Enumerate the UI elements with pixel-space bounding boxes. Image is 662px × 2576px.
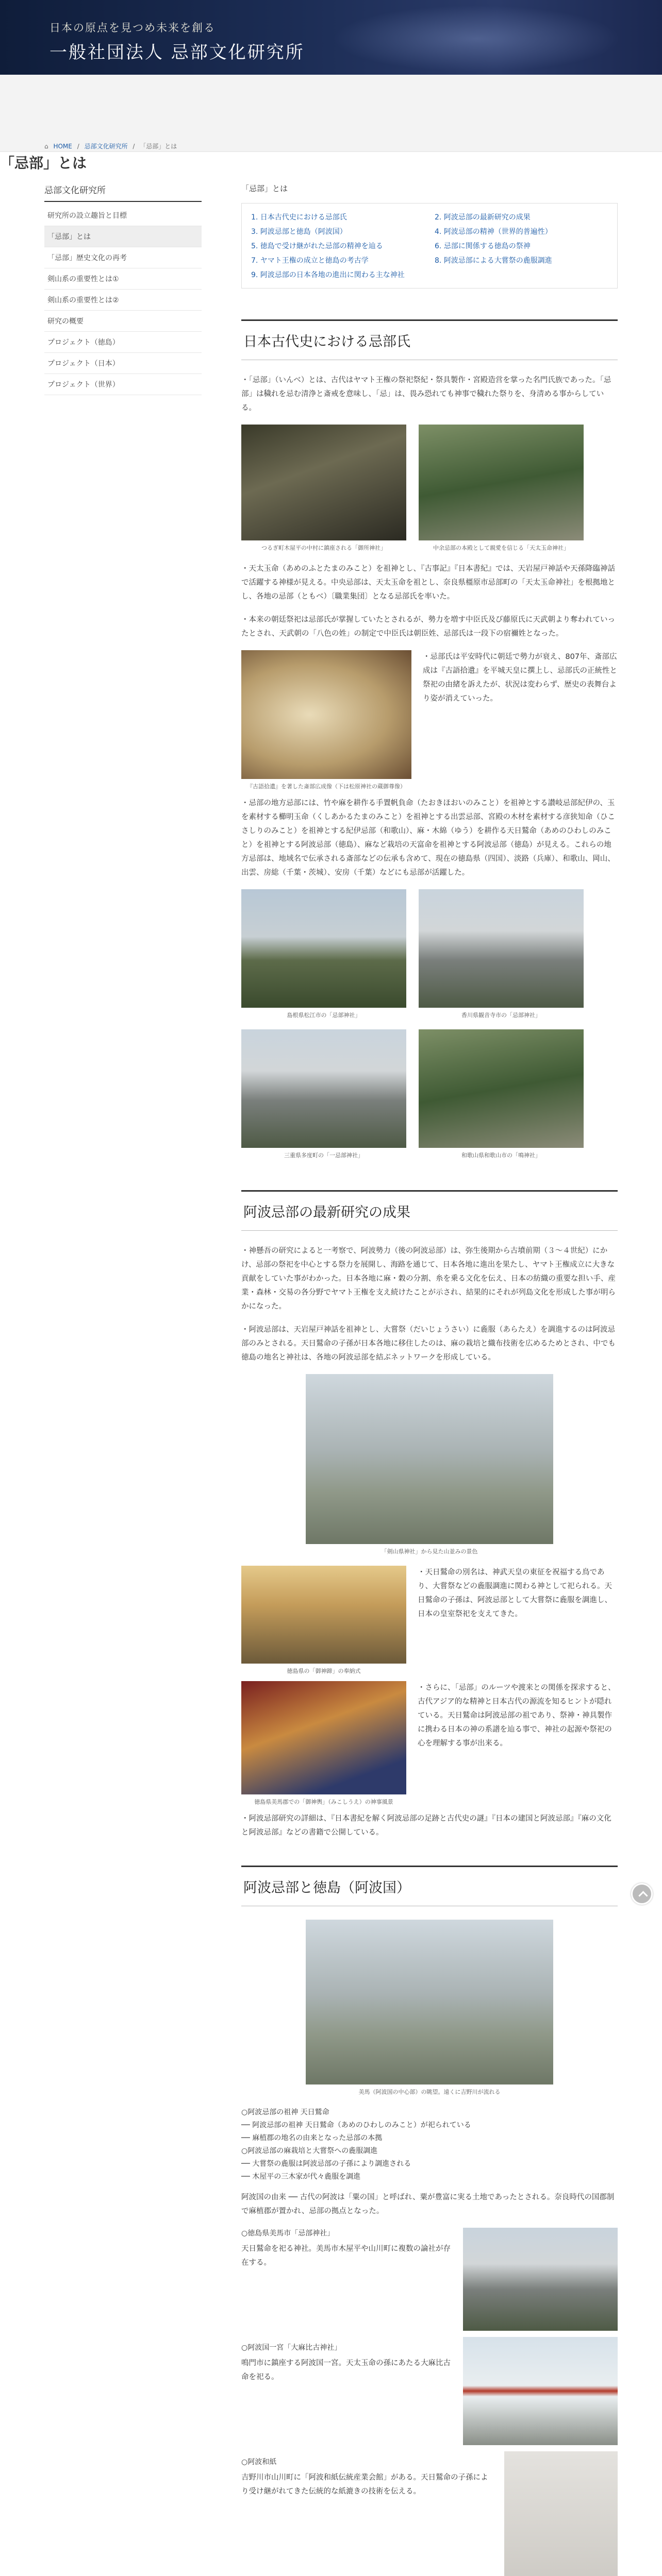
figure: [241, 1566, 406, 1675]
subheading: ○徳島県美馬市「忌部神社」: [241, 2229, 335, 2238]
paragraph: ・神懸吾の研究によると一考察で、阿波勢力（後の阿波忌部）は、弥生後期から古墳前期（３〜４世紀）にかけ、忌部の祭祀を中心とする祭力を展開し、海路を通じて、日本各地に進出を果たし、ヤマト王権成立に大きな貢献をしていた事がわかった。日本各地に麻・穀の分割、糸を乗る文化を伝え、日本の紡織の重要な担い手、産業・森林・交易の各分野でヤマト王権を支え続けたことが示され、結果的にそれが列島文化を形成した事が明らかになった。: [241, 1247, 616, 1311]
subheading: ○阿波和紙: [241, 2458, 277, 2466]
breadcrumb-parent[interactable]: 忌部文化研究所: [84, 143, 128, 150]
toc-link[interactable]: 3. 阿波忌部と徳島（阿波国）: [251, 228, 347, 236]
torii-photo: [463, 2337, 618, 2445]
paragraph: ・「忌部」（いんべ）とは、古代はヤマト王権の祭祀祭紀・祭具製作・宮殿造営を掌った名門氏族であった。「忌部」は穢れを忌む清浄と斎戒を意味し、「忌」は、畏み恐れても神事で穢れた祭りを、身清める事からしている。: [241, 376, 611, 412]
breadcrumb: [44, 142, 180, 150]
breadcrumb-separator: /: [77, 143, 79, 150]
shrine-photo: [241, 889, 406, 1008]
figure: [306, 1374, 553, 1555]
paragraph: 吉野川市山川町に「阿波和紙伝統産業会館」がある。天日鷲命の子孫により受け継がれてきた伝統的な紙漉きの技術を伝える。: [241, 2473, 488, 2496]
photo-caption: 香川県観音寺市の「忌部神社」: [461, 1012, 541, 1019]
toc-link[interactable]: 6. 忌部に関係する徳島の祭神: [435, 242, 531, 250]
photo-caption: 三重県多度町の「一忌部神社」: [284, 1152, 363, 1159]
section-heading: 阿波忌部と徳島（阿波国）: [241, 1866, 618, 1906]
sidebar-item[interactable]: プロジェクト（世界）: [44, 374, 202, 395]
photo-caption: 島根県松江市の「忌部神社」: [287, 1012, 361, 1019]
sidebar-item[interactable]: プロジェクト（徳島）: [44, 332, 202, 353]
paragraph: ・阿波忌部は、天岩屋戸神話を祖神とし、大嘗祭（だいじょうさい）に麁服（あらたえ）を調進するのは阿波忌部のみとされる。天日鷲命の子孫が日本各地に移住したのは、麻の栽培と織布技術を広めるためとされ、中でも徳島の地名と神社は、各地の阿波忌部を結ぶネットワークを形成している。: [241, 1326, 616, 1362]
scroll-to-top-button[interactable]: [631, 1883, 653, 1905]
figure: [463, 2228, 618, 2331]
ritual-photo: [241, 1566, 406, 1664]
note-line: ── 麻植郡の地名の由来となった忌部の本拠: [241, 2134, 383, 2142]
sidebar-item[interactable]: 研究の概要: [44, 311, 202, 332]
landscape-photo: [306, 1920, 553, 2084]
paragraph: ・天日鷲命の別名は、神武天皇の東征を祝福する鳥であり、大嘗祭などの麁服調進に関わる神として祀られる。天日鷲命の子孫は、阿波忌部として大嘗祭に麁服を調進し、日本の皇室祭祀を支えてきた。: [418, 1568, 612, 1618]
photo-caption: つるぎ町木屋平の中村に鎮座される「御所神社」: [261, 545, 386, 551]
shrine-photo: [241, 425, 406, 540]
figure: [241, 650, 411, 790]
note-line: ── 大嘗祭の麁服は阿波忌部の子孫により調進される: [241, 2160, 411, 2168]
paragraph: 天日鷲命を祀る神社。美馬市木屋平や山川町に複数の論社が存在する。: [241, 2245, 451, 2267]
figure: [241, 1681, 406, 1806]
paragraph: ・本来の朝廷祭祀は忌部氏が掌握していたとされるが、勢力を増す中臣氏及び藤原氏に天武朝より奪われていったとされ、天武朝の「八色の姓」の制定で中臣氏は朝臣姓、忌部氏は一段下の宿禰姓となった。: [241, 616, 615, 638]
photo-caption: 美馬（阿波国の中心部）の眺望。遠くに吉野川が流れる: [358, 2089, 501, 2095]
header-glow: [332, 5, 621, 72]
shrine-photo: [419, 1029, 584, 1148]
image-pair: [241, 1029, 618, 1159]
sidebar-title: 忌部文化研究所: [44, 183, 202, 202]
shrine-photo: [241, 1029, 406, 1148]
paragraph: ・忌部の地方忌部には、竹や麻を耕作る手置帆負命（たおきほおいのみこと）を祖神とする讃岐忌部紀伊の、玉を素材する櫛明玉命（くしあかるたまのみこと）を祖神とする出雲忌部、宮殿の木材を素材する彦狭知命（ひこさしりのみこと）を祖神とする紀伊忌部（和歌山）、麻・木綿（ゆう）を耕作る天日鷲命（あめのひわしのみこと）を祖神とする阿波忌部（徳島）、麻など栽培の天富命を祖神とする阿波忌部（徳島）が見える。これらの地方忌部は、地域名で伝承される斎部などの伝承も含めて、現在の徳島県（四国）、淡路（兵庫）、和歌山、岡山、出雲、房総（千葉・茨城）、安房（千葉）などにも忌部が活躍した。: [241, 799, 615, 877]
table-of-contents: [241, 203, 618, 289]
page-title: 「忌部」とは: [0, 155, 87, 172]
toc-link[interactable]: 4. 阿波忌部の精神（世界的普遍性）: [435, 228, 552, 236]
toc-link[interactable]: 1. 日本古代史における忌部氏: [251, 213, 347, 222]
toc-link[interactable]: 2. 阿波忌部の最新研究の成果: [435, 213, 531, 222]
photo-caption: 徳島県美馬郡での「御神輿」（みこしうえ）の神事風景: [254, 1799, 393, 1805]
figure: [504, 2451, 618, 2576]
sidebar: [44, 183, 202, 395]
note-line: ── 阿波忌部の祖神 天日鷲命（あめのひわしのみこと）が祀られている: [241, 2121, 471, 2129]
shrine-photo: [419, 425, 584, 540]
image-pair: [241, 889, 618, 1019]
subheading: ○阿波国一宮「大麻比古神社」: [241, 2344, 342, 2352]
sidebar-item[interactable]: 剣山系の重要性とは②: [44, 290, 202, 311]
toc-link[interactable]: 9. 阿波忌部の日本各地の進出に関わる主な神社: [251, 271, 405, 279]
note-heading: ○阿波忌部の祖神 天日鷲命: [241, 2108, 329, 2116]
note-block: [241, 2106, 618, 2183]
sidebar-item[interactable]: プロジェクト（日本）: [44, 353, 202, 374]
sidebar-item[interactable]: 研究所の設立趣旨と目標: [44, 205, 202, 226]
paragraph: 阿波国の由来 ── 古代の阿波は「粟の国」と呼ばれ、粟が豊富に実る土地であったとされる。奈良時代の国郡制で麻植郡が置かれ、忌部の拠点となった。: [241, 2193, 615, 2215]
portrait-painting: [241, 650, 411, 779]
page-title-bar: [0, 75, 662, 152]
toc-link[interactable]: 7. ヤマト王権の成立と徳島の考古学: [251, 257, 369, 265]
note-line: ── 木屋平の三木家が代々麁服を調進: [241, 2173, 361, 2181]
section-heading: 日本古代史における忌部氏: [241, 319, 618, 360]
paragraph: ・さらに、「忌部」のルーツや渡来との関係を探求すると、古代アジア的な精神と日本古代の源流を知るヒントが隠れている。天日鷲命は阿波忌部の祖であり、祭神・神具製作に携わる日本の神の系譜を辿る事で、神社の起源や祭祀の心を理解する事が出来る。: [418, 1684, 616, 1748]
paragraph: ・忌部氏は平安時代に朝廷で勢力が衰え、807年、斎部広成は『古語拾遺』を平城天皇に撰上し、忌部氏の正統性と祭祀の由緒を訴えたが、状況は変わらず、歴史の表舞台より姿が消えていった。: [423, 653, 617, 703]
washi-sign-photo: [504, 2451, 618, 2576]
image-pair: [241, 425, 618, 552]
photo-caption: 『古語拾遺』を著した斎部広成像（下は松原神社の蔵御尊像）: [247, 783, 406, 790]
figure: [306, 1920, 553, 2096]
breadcrumb-separator: /: [133, 143, 135, 150]
sidebar-item-active[interactable]: 「忌部」とは: [44, 226, 202, 247]
photo-caption: 「剣山県神社」から見た山並みの景色: [381, 1548, 478, 1555]
landscape-photo: [306, 1374, 553, 1544]
toc-link[interactable]: 8. 阿波忌部による大嘗祭の麁服調進: [435, 257, 552, 265]
photo-caption: 中余忌部の本殿として親愛を信じる「天太玉命神社」: [433, 545, 569, 551]
home-icon: ⌂: [44, 143, 48, 150]
shrine-photo: [419, 889, 584, 1008]
site-logo-title[interactable]: 一般社団法人 忌部文化研究所: [49, 42, 305, 63]
breadcrumb-current: 「忌部」とは: [140, 143, 177, 150]
intro-label: 「忌部」とは: [241, 184, 288, 193]
toc-link[interactable]: 5. 徳島で受け継がれた忌部の精神を辿る: [251, 242, 383, 250]
photo-caption: 和歌山県和歌山市の「鳴神社」: [461, 1152, 541, 1159]
shrine-photo: [463, 2228, 618, 2331]
site-header: [0, 0, 662, 75]
main-content: [241, 183, 618, 2576]
sidebar-item[interactable]: 剣山系の重要性とは①: [44, 268, 202, 290]
paragraph: ・天太玉命（あめのふとたまのみこと）を祖神とし、『古事記』『日本書紀』では、天岩屋戸神話や天孫降臨神話で活躍する神様が見える。中央忌部は、天太玉命を祖とし、奈良県橿原市忌部町の「天太玉命神社」を根拠地とし、各地の忌部（ともべ）〔職業集団〕となる忌部氏を率いた。: [241, 565, 615, 601]
photo-caption: 徳島県の「御神蹄」の奉納式: [287, 1668, 361, 1674]
section-heading: 阿波忌部の最新研究の成果: [241, 1190, 618, 1231]
figure: [463, 2337, 618, 2445]
breadcrumb-home[interactable]: HOME: [53, 143, 72, 150]
festival-photo: [241, 1681, 406, 1794]
paragraph: ・阿波忌部研究の詳細は、『日本書紀を解く阿波忌部の足跡と古代史の謎』『日本の建国と阿波忌部』『麻の文化と阿波忌部』などの書籍で公開している。: [241, 1815, 611, 1837]
sidebar-item[interactable]: 「忌部」歴史文化の再考: [44, 247, 202, 268]
site-tagline: 日本の原点を見つめ未来を創る: [49, 22, 216, 34]
paragraph: 鳴門市に鎮座する阿波国一宮。天太玉命の孫にあたる大麻比古命を祀る。: [241, 2359, 451, 2381]
note-heading: ○阿波忌部の麻栽培と大嘗祭への麁服調進: [241, 2147, 378, 2155]
